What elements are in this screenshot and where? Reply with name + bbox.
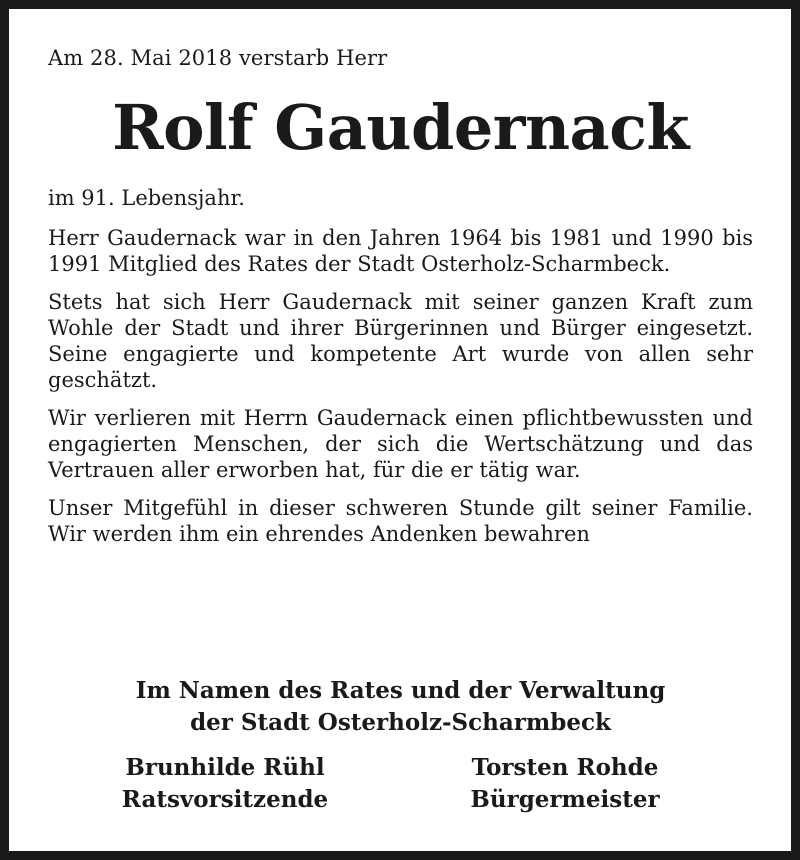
signer-title: Ratsvorsitzende (121, 786, 329, 813)
signer-mayor (420, 752, 710, 816)
paragraph-membership: Herr Gaudernack war in den Jahren 1964 bis 1981 und 1990 bis 1991 Mitglied des Rates der Stadt Osterholz-Scharmbeck. (48, 226, 753, 276)
obituary-body (48, 44, 753, 559)
paragraph-service: Stets hat sich Herr Gaudernack mit seiner ganzen Kraft zum Wohle der Stadt und ihrer Bürgerinnen und Bürger eingesetzt. Seine engagierte und kompetente Art wurde von allen sehr geschätzt. (48, 290, 753, 392)
intro-line: Am 28. Mai 2018 verstarb Herr (48, 46, 388, 70)
age-line: im 91. Lebensjahr. (48, 186, 245, 210)
org-line-1: Im Namen des Rates und der Verwaltung (135, 677, 666, 704)
paragraph-loss: Wir verlieren mit Herrn Gaudernack einen pflichtbewussten und engagierten Menschen, der sich die Wertschätzung und das Vertrauen aller erworben hat, für die er tätig war. (48, 406, 753, 482)
signer-title: Bürgermeister (470, 786, 660, 813)
paragraph-condolence: Unser Mitgefühl in dieser schweren Stunde gilt seiner Familie. Wir werden ihm ein ehrendes Andenken bewahren (48, 496, 753, 546)
deceased-name: Rolf Gaudernack (112, 91, 689, 164)
signer-name: Torsten Rohde (471, 754, 659, 781)
signer-chair (80, 752, 370, 816)
org-line-2: der Stadt Osterholz-Scharmbeck (190, 709, 611, 736)
signature-organization (48, 675, 753, 739)
signer-name: Brunhilde Rühl (125, 754, 325, 781)
